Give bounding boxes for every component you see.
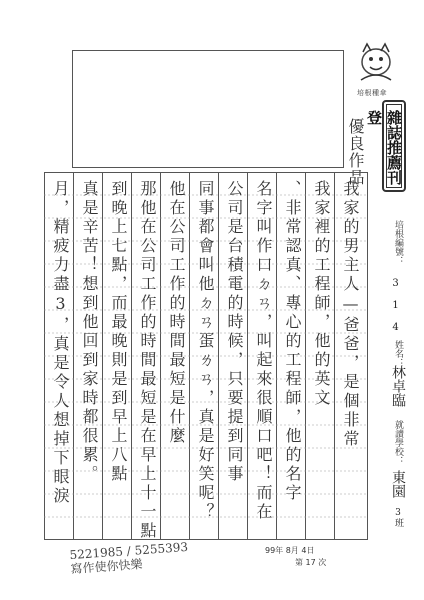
- submission-date: 99年 8月 4日: [265, 546, 315, 555]
- recommended-badge: [365, 100, 406, 192]
- essay-column-9: 到晚上七點，而最晚則是到早上八點: [109, 180, 128, 484]
- watermark-phone: 5221985 / 5255393: [69, 539, 189, 563]
- essay-column-1: 我家的男主人—爸爸，是個非常: [341, 180, 360, 449]
- name-value: 林卓臨: [390, 365, 406, 407]
- footer-watermark: [69, 540, 189, 576]
- essay-column-7: 他在公司工作的時間最短是什麼: [167, 180, 186, 446]
- essay-column-6: 同事都會叫他ㄉㄢ蛋ㄌㄢ，真是好笑呢？: [196, 180, 215, 522]
- mascot-logo-icon: [353, 40, 399, 88]
- class-value: 3班: [393, 508, 403, 527]
- essay-column-11: 月，精疲力盡3，真是令人想掉下眼淚: [51, 180, 70, 506]
- id-value: 3 1 4: [390, 278, 401, 333]
- illustration-box: [72, 50, 344, 168]
- essay-column-4: 名字叫作口ㄉㄢ，叫起來很順口吧！而在: [254, 180, 273, 522]
- essay-column-10: 真是辛苦！想到他回到家時都很累。: [80, 180, 99, 484]
- id-label: 培根編號：: [393, 220, 403, 265]
- excellent-work-stamp: 優良作品: [346, 118, 365, 186]
- school-label: 就讀學校：: [393, 420, 403, 465]
- logo-caption: 培根種傘: [357, 89, 387, 97]
- essay-column-8: 那他在公司工作的時間最短是在早上十一點: [138, 180, 157, 541]
- badge-text: 雜誌推薦刊登: [365, 110, 403, 185]
- school-value: 東園: [390, 470, 406, 498]
- essay-column-3: 、非常認真、專心的工程師，他的名字: [283, 180, 302, 503]
- submission-number: 第 17 次: [295, 558, 327, 567]
- watermark-slogan: 寫作使你快樂: [70, 557, 143, 577]
- essay-column-2: 我家裡的工程師，他的英文: [312, 180, 331, 408]
- name-label: 姓名：: [393, 340, 403, 367]
- essay-column-5: 公司是台積電的時候，只要提到同事: [225, 180, 244, 484]
